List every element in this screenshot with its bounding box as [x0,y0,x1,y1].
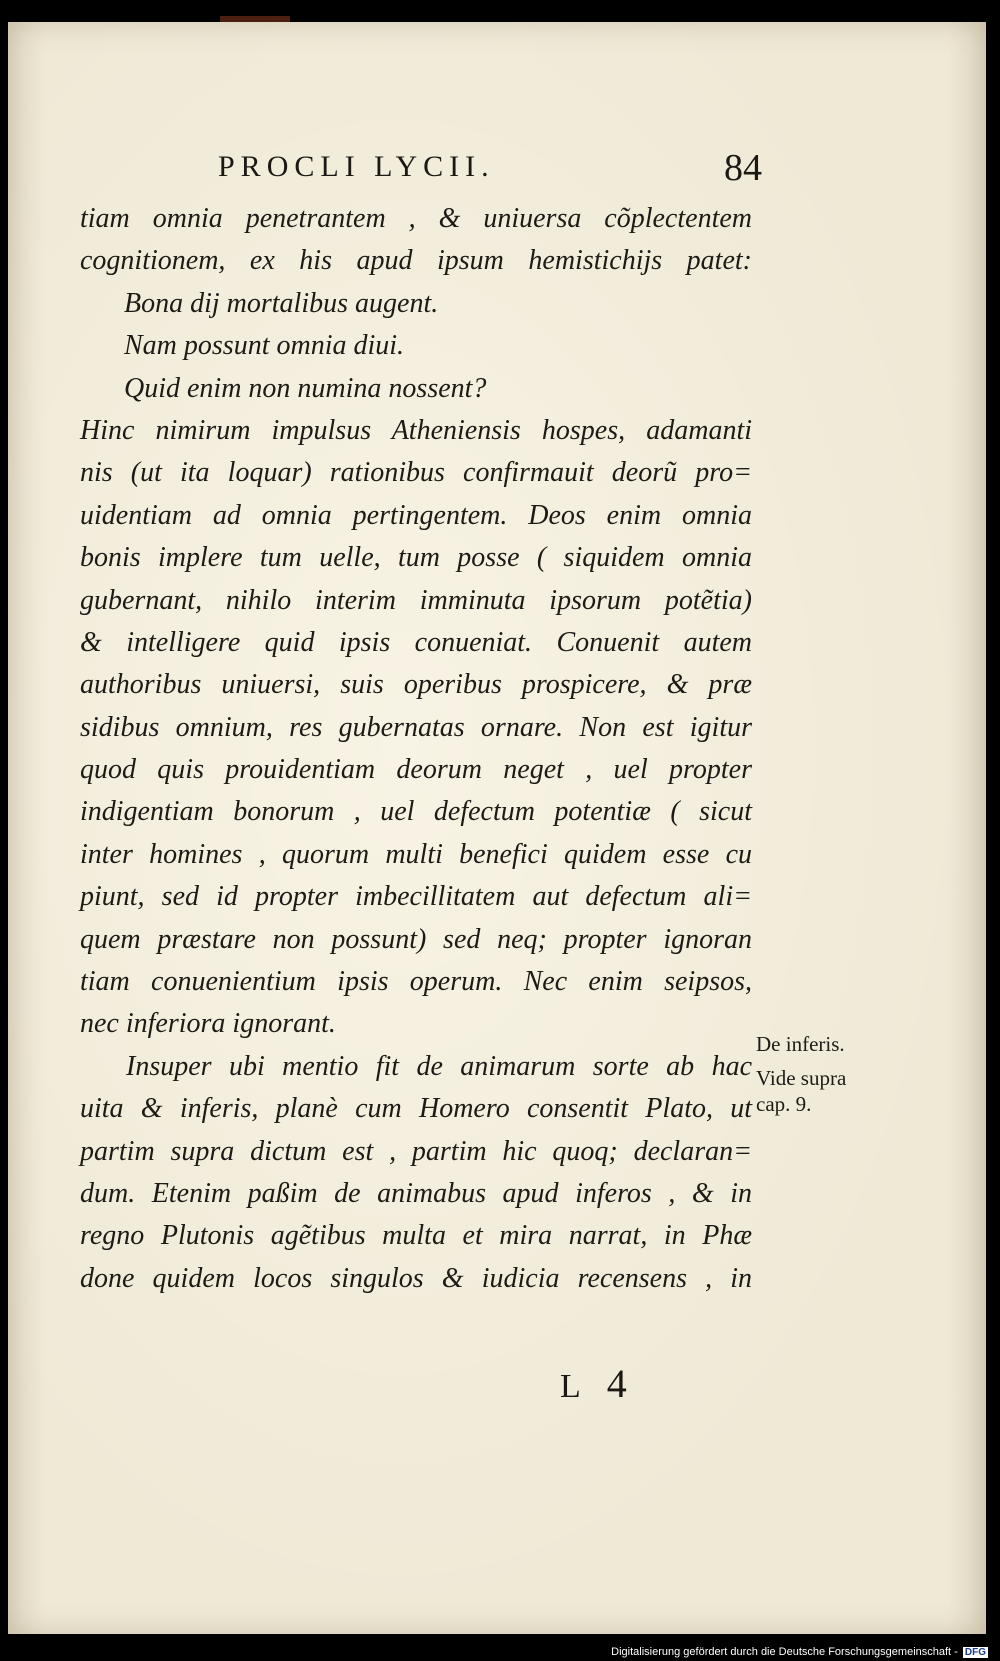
text-line: cognitionem, ex his apud ipsum hemistichijs patet: [80,245,752,277]
text-line: tiam conuenientium ipsis operum. Nec enim seipsos, [80,966,752,998]
text-line: done quidem locos singulos & iudicia recensens , in [80,1262,752,1294]
text-line: Quid enim non numina nossent? [124,372,487,404]
text-line: sidibus omnium, res gubernatas ornare. Non est igitur [80,711,752,743]
text-line: tiam omnia penetrantem , & uniuersa cõplectentem [80,203,752,234]
margin-note-vide-supra: Vide supra [756,1066,847,1090]
margin-note-cap: cap. 9. [756,1092,812,1116]
signature-mark [560,1360,627,1407]
text-line: authoribus uniuersi, suis operibus prospicere, & præ [80,669,752,701]
text-line: Insuper ubi mentio fit de animarum sorte ab hac [126,1050,752,1082]
text-line: partim supra dictum est , partim hic quoq; declaran= [80,1135,752,1167]
text-line: piunt, sed id propter imbecillitatem aut defectum ali= [80,881,752,913]
text-line: nis (ut ita loquar) rationibus confirmauit deorũ pro= [80,457,752,489]
text-line: quod quis prouidentiam deorum neget , uel propter [80,754,752,786]
main-text-block [80,198,752,1300]
text-line: & intelligere quid ipsis conueniat. Conuenit autem [80,626,752,658]
text-line: nec inferiora ignorant. [80,1008,336,1040]
text-line: dum. Etenim paßim de animabus apud inferos , & in [80,1177,752,1209]
credit-text: Digitalisierung gefördert durch die Deutsche Forschungsgemeinschaft - [611,1646,958,1658]
text-line: quem præstare non possunt) sed neq; propter ignoran [80,923,752,955]
book-page [8,22,986,1634]
text-line: Nam possunt omnia diui. [124,330,405,362]
margin-note-de-inferis: De inferis. [756,1032,845,1056]
text-line: uita & inferis, planè cum Homero consentit Plato, ut [80,1093,752,1125]
signature-letter: L [560,1368,581,1405]
page-number: 84 [724,147,762,189]
signature-number: 4 [606,1361,627,1406]
text-line: bonis implere tum uelle, tum posse ( siquidem omnia [80,542,752,574]
text-line: inter homines , quorum multi benefici quidem esse cu [80,838,752,870]
dfg-logo: DFG [964,1647,986,1658]
text-line: gubernant, nihilo interim imminuta ipsorum potẽtia) [80,584,752,616]
text-line: uidentiam ad omnia pertingentem. Deos enim omnia [80,499,752,531]
text-line: Bona dij mortalibus augent. [124,287,439,319]
digitization-credit [611,1646,988,1658]
running-head: PROCLI LYCII. [218,150,495,183]
text-line: regno Plutonis agẽtibus multa et mira narrat, in Phæ [80,1220,752,1252]
text-line: Hinc nimirum impulsus Atheniensis hospes, adamanti [80,414,752,446]
text-line: indigentiam bonorum , uel defectum potentiæ ( sicut [80,796,752,828]
